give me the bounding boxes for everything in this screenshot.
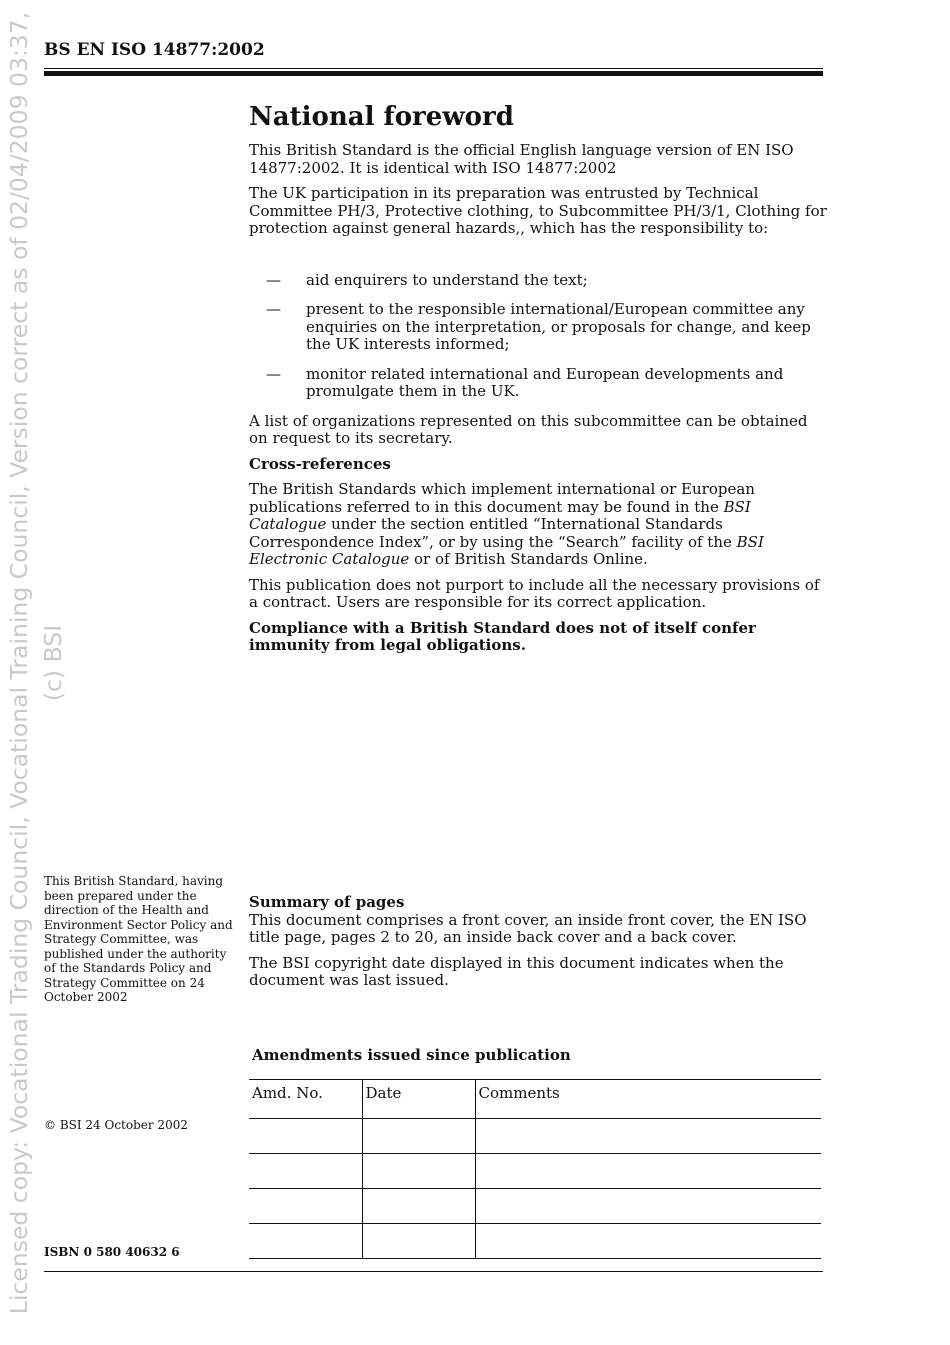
table-row [249,1224,821,1259]
dash-marker: — [266,300,281,318]
table-cell [249,1224,362,1259]
page-title: National foreword [249,102,514,132]
table-row [249,1189,821,1224]
table-cell [362,1154,475,1189]
list-item-text: monitor related international and European developments and promulgate them in the UK. [306,364,784,400]
cross-ref-text-2: under the section entitled “International Standards Correspondence Index”, or by using the “Search” facility of the [249,515,737,551]
table-header-row [249,1080,821,1119]
list-item [249,272,829,290]
footer-rule [44,1271,823,1272]
compliance-statement: Compliance with a British Standard does not of itself confer immunity from legal obligations. [249,618,756,654]
provisions-paragraph: This publication does not purport to include all the necessary provisions of a contract. Users are responsible for its correct application. [249,575,820,611]
intro-paragraph: This British Standard is the official English language version of EN ISO 14877:2002. It is identical with ISO 14877:2002 [249,141,794,177]
cross-ref-text-3: or of British Standards Online. [409,550,648,568]
cross-ref-text-1: The British Standards which implement international or European publications referred to in this document may be found in the [249,480,755,516]
column-header-amd-no: Amd. No. [249,1080,362,1119]
copyright-notice: © BSI 24 October 2002 [44,1118,188,1132]
license-watermark: Licensed copy: Vocational Trading Council, Vocational Training Council, Version correct as of 02/04/2009 03:37, (c) BSI [5,11,67,1315]
publication-authority-note: This British Standard, having been prepared under the direction of the Health and Environment Sector Policy and Strategy Committee, was published under the authority of the Standards Policy and Strategy Committee on 24 October 2002 [44,874,233,1004]
copyright-date-paragraph: The BSI copyright date displayed in this document indicates when the document was last issued. [249,953,784,989]
column-header-date: Date [362,1080,475,1119]
amendments-table [249,1079,821,1259]
summary-heading: Summary of pages [249,893,405,911]
table-cell [362,1224,475,1259]
table-cell [249,1154,362,1189]
national-foreword-section [249,100,829,663]
table-cell [475,1189,821,1224]
table-cell [249,1119,362,1154]
cross-references-paragraph [249,481,829,569]
table-cell [362,1189,475,1224]
list-item-text: aid enquirers to understand the text; [306,270,588,289]
table-cell [249,1189,362,1224]
column-header-comments: Comments [475,1080,821,1119]
responsibility-list [249,272,829,401]
summary-paragraph: This document comprises a front cover, an inside front cover, the EN ISO title page, pages 2 to 20, an inside back cover and a back cover. [249,910,807,946]
summary-of-pages-section [249,894,829,998]
header-rule-thin [44,68,823,69]
document-id: BS EN ISO 14877:2002 [44,40,265,60]
isbn-number: ISBN 0 580 40632 6 [44,1245,180,1259]
list-item-text: present to the responsible international/European committee any enquiries on the interpretation, or proposals for change, and keep the UK interests informed; [306,300,811,353]
participation-paragraph: The UK participation in its preparation was entrusted by Technical Committee PH/3, Protective clothing, to Subcommittee PH/3/1, Clothing for protection against general hazards,, which has the responsibility to: [249,184,827,237]
header-rule-thick [44,71,823,76]
table-cell [362,1119,475,1154]
list-item [249,301,829,354]
amendments-title: Amendments issued since publication [252,1046,571,1064]
table-row [249,1119,821,1154]
bsi-electronic-catalogue-ref: BSI Electronic Catalogue [249,532,764,568]
table-cell [475,1119,821,1154]
dash-marker: — [266,364,281,383]
table-cell [475,1154,821,1189]
bsi-catalogue-ref: BSI Catalogue [249,497,751,533]
table-row [249,1154,821,1189]
organizations-paragraph: A list of organizations represented on this subcommittee can be obtained on request to its secretary. [249,411,808,447]
list-item [249,366,829,401]
table-cell [475,1224,821,1259]
cross-references-heading: Cross-references [249,454,391,473]
dash-marker: — [266,270,281,289]
